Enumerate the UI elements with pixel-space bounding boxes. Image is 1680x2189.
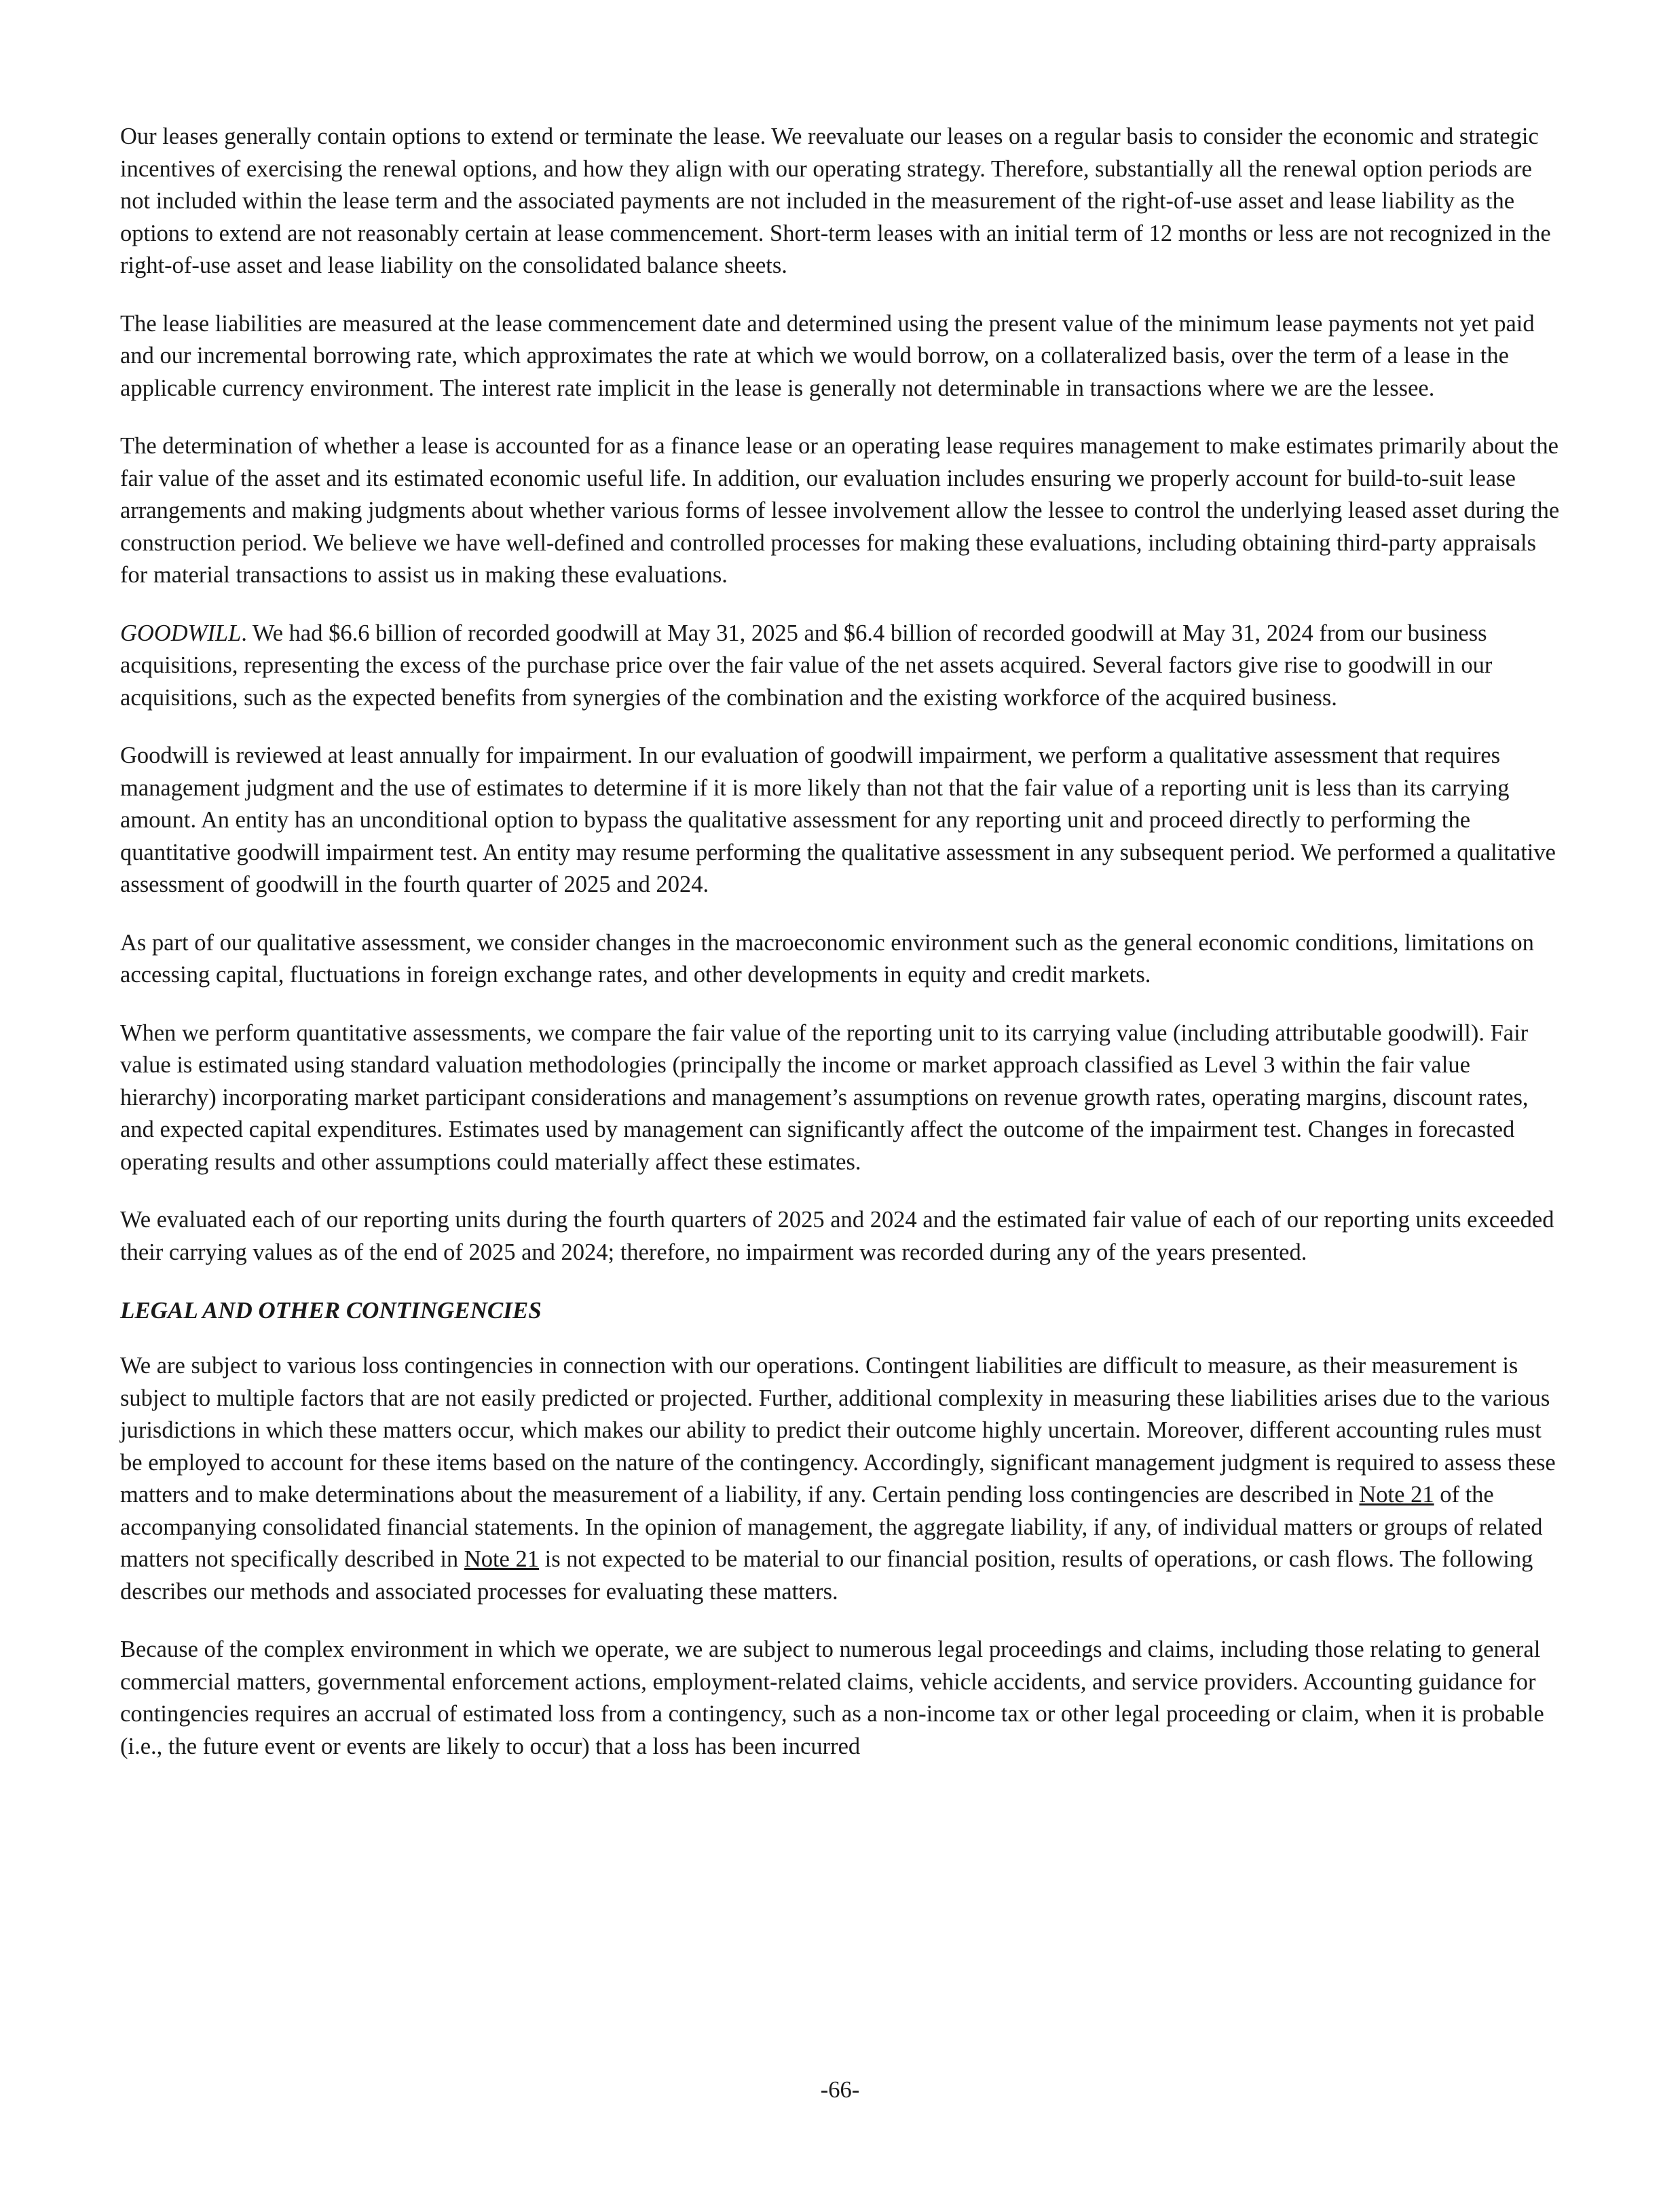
paragraph-goodwill — [120, 618, 1566, 715]
note-21-link-second[interactable]: Note 21 — [464, 1546, 539, 1572]
note-21-link[interactable]: Note 21 — [1359, 1482, 1434, 1508]
goodwill-lead: GOODWILL — [120, 620, 242, 646]
paragraph-lease-determination: The determination of whether a lease is accounted for as a finance lease or an operating lease requires management to make estimates primarily about the fair value of the asset and its estimated economic useful life. In addition, our evaluation includes ensuring we properly account for build-to-suit lease arrangements and making judgments about whether various forms of lessee involvement allow the lessee to control the underlying leased asset during the construction period. We believe we have well-defined and controlled processes for making these evaluations, including obtaining third-party appraisals for material transactions to assist us in making these evaluations. — [120, 433, 1560, 588]
paragraph-quantitative-assessment: When we perform quantitative assessments, we compare the fair value of the reporting unit to its carrying value (including attributable goodwill). Fair value is estimated using standard valuation methodologies (principally the income or market approach classified as Level 3 within the fair value hierarchy) incorporating market participant considerations and management’s assumptions on revenue growth rates, operating margins, discount rates, and expected capital expenditures. Estimates used by management can significantly affect the outcome of the impairment test. Changes in forecasted operating results and other assumptions could materially affect these estimates. — [120, 1019, 1529, 1175]
paragraph-lease-liabilities: The lease liabilities are measured at the lease commencement date and determined using the present value of the minimum lease payments not yet paid and our incremental borrowing rate, which approximates the rate at which we would borrow, on a collateralized basis, over the term of a lease in the applicable currency environment. The interest rate implicit in the lease is generally not determinable in transactions where we are the lessee. — [120, 310, 1535, 401]
contingencies-text-a: We are subject to various loss contingencies in connection with our operations. Contingent liabilities are difficult to measure, as their measurement is subject to multiple factors that are not easily predicted or projected. Further, additional complexity in measuring these liabilities arises due to the various jurisdictions in which these matters occur, which makes our ability to predict their outcome highly uncertain. Moreover, different accounting rules must be employed to account for these items based on the nature of the contingency. Accordingly, significant management judgment is required to assess these matters and to make determinations about the measurement of a liability, if any. Certain pending loss contingencies are described in — [120, 1353, 1556, 1508]
page-number: -66- — [820, 2077, 860, 2103]
goodwill-body: . We had $6.6 billion of recorded goodwill at May 31, 2025 and $6.4 billion of recorded goodwill at May 31, 2024 from our business acquisitions, representing the excess of the purchase price over the fair value of the net assets acquired. Several factors give rise to goodwill in our acquisitions, such as the expected benefits from synergies of the combination and the existing workforce of the acquired business. — [120, 620, 1493, 711]
paragraph-goodwill-review: Goodwill is reviewed at least annually for impairment. In our evaluation of goodwill impairment, we perform a qualitative assessment that requires management judgment and the use of estimates to determine if it is more likely than not that the fair value of a reporting unit is less than its carrying amount. An entity has an unconditional option to bypass the qualitative assessment for any reporting unit and proceed directly to performing the quantitative goodwill impairment test. An entity may resume performing the qualitative assessment in any subsequent period. We performed a qualitative assessment of goodwill in the fourth quarter of 2025 and 2024. — [120, 743, 1556, 897]
paragraph-lease-options: Our leases generally contain options to extend or terminate the lease. We reevaluate our leases on a regular basis to consider the economic and strategic incentives of exercising the renewal options, and how they align with our operating strategy. Therefore, substantially all the renewal option periods are not included within the lease term and the associated payments are not included in the measurement of the right-of-use asset and lease liability as the options to extend are not reasonably certain at lease commencement. Short-term leases with an initial term of 12 months or less are not recognized in the right-of-use asset and lease liability on the consolidated balance sheets. — [120, 124, 1551, 278]
contingencies-text-c: is not expected to be material to our financial position, results of operations, or cash flows. The following describes our methods and associated processes for evaluating these matters. — [120, 1546, 1533, 1605]
paragraph-loss-contingencies — [120, 1350, 1566, 1608]
paragraph-reporting-units: We evaluated each of our reporting units during the fourth quarters of 2025 and 2024 and the estimated fair value of each of our reporting units exceeded their carrying values as of the end of 2025 and 2024; therefore, no impairment was recorded during any of the years presented. — [120, 1207, 1554, 1265]
paragraph-complex-environment: Because of the complex environment in which we operate, we are subject to numerous legal proceedings and claims, including those relating to general commercial matters, governmental enforcement actions, employment-related claims, vehicle accidents, and service providers. Accounting guidance for contingencies requires an accrual of estimated loss from a contingency, such as a non-income tax or other legal proceeding or claim, when it is probable (i.e., the future event or events are likely to occur) that a loss has been incurred — [120, 1636, 1544, 1759]
paragraph-qualitative-assessment: As part of our qualitative assessment, we consider changes in the macroeconomic environment such as the general economic conditions, limitations on accessing capital, fluctuations in foreign exchange rates, and other developments in equity and credit markets. — [120, 929, 1534, 988]
contingencies-text-b: of the accompanying consolidated financial statements. In the opinion of management, the aggregate liability, if any, of individual matters or groups of related matters not specifically described in — [120, 1482, 1543, 1572]
section-heading-legal: LEGAL AND OTHER CONTINGENCIES — [120, 1297, 542, 1324]
document-body — [120, 121, 1566, 1789]
